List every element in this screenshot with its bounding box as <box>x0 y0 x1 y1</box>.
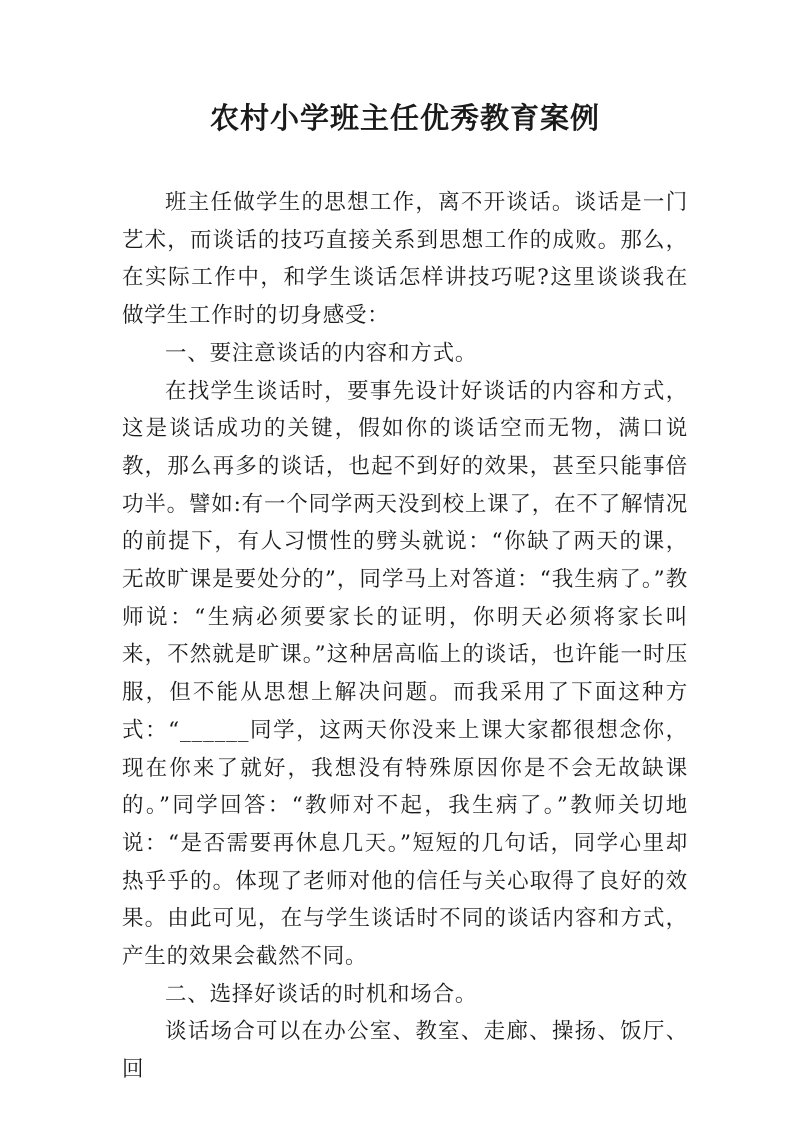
section-heading-2: 二、选择好谈话的时机和场合。 <box>165 981 478 1007</box>
paragraph-section-1: 在找学生谈话时，要事先设计好谈话的内容和方式，这是谈话成功的关键，假如你的谈话空而无物，满口说教，那么再多的谈话，也起不到好的效果，甚至只能事倍功半。譬如:有一个同学两天没到校上课了，在不了解情况的前提下，有人习惯性的劈头就说：“你缺了两天的课，无故旷课是要处分的”，同学马上对答道：“我生病了。”教师说：“生病必须要家长的证明，你明天必须将家长叫来，不然就是旷课。”这种居高临上的谈话，也许能一时压服，但不能从思想上解决问题。而我采用了下面这种方式：“______同学，这两天你没来上课大家都很想念你，现在你来了就好，我想没有特殊原因你是不会无故缺课的。”同学回答：“教师对不起，我生病了。”教师关切地说：“是否需要再休息几天。”短短的几句话，同学心里却热乎乎的。体现了老师对他的信任与关心取得了良好的效果。由此可见，在与学生谈话时不同的谈话内容和方式，产生的效果会截然不同。 <box>122 378 688 970</box>
document-title: 农村小学班主任优秀教育案例 <box>209 101 600 135</box>
section-heading-1: 一、要注意谈话的内容和方式。 <box>165 340 478 366</box>
document-body <box>122 184 688 1089</box>
paragraph-section-2: 谈话场合可以在办公室、教室、走廊、操扬、饭厅、回 <box>122 1019 688 1083</box>
paragraph-intro: 班主任做学生的思想工作，离不开谈话。谈话是一门艺术，而谈话的技巧直接关系到思想工作的成败。那么，在实际工作中，和学生谈话怎样讲技巧呢?这里谈谈我在做学生工作时的切身感受： <box>122 190 688 329</box>
